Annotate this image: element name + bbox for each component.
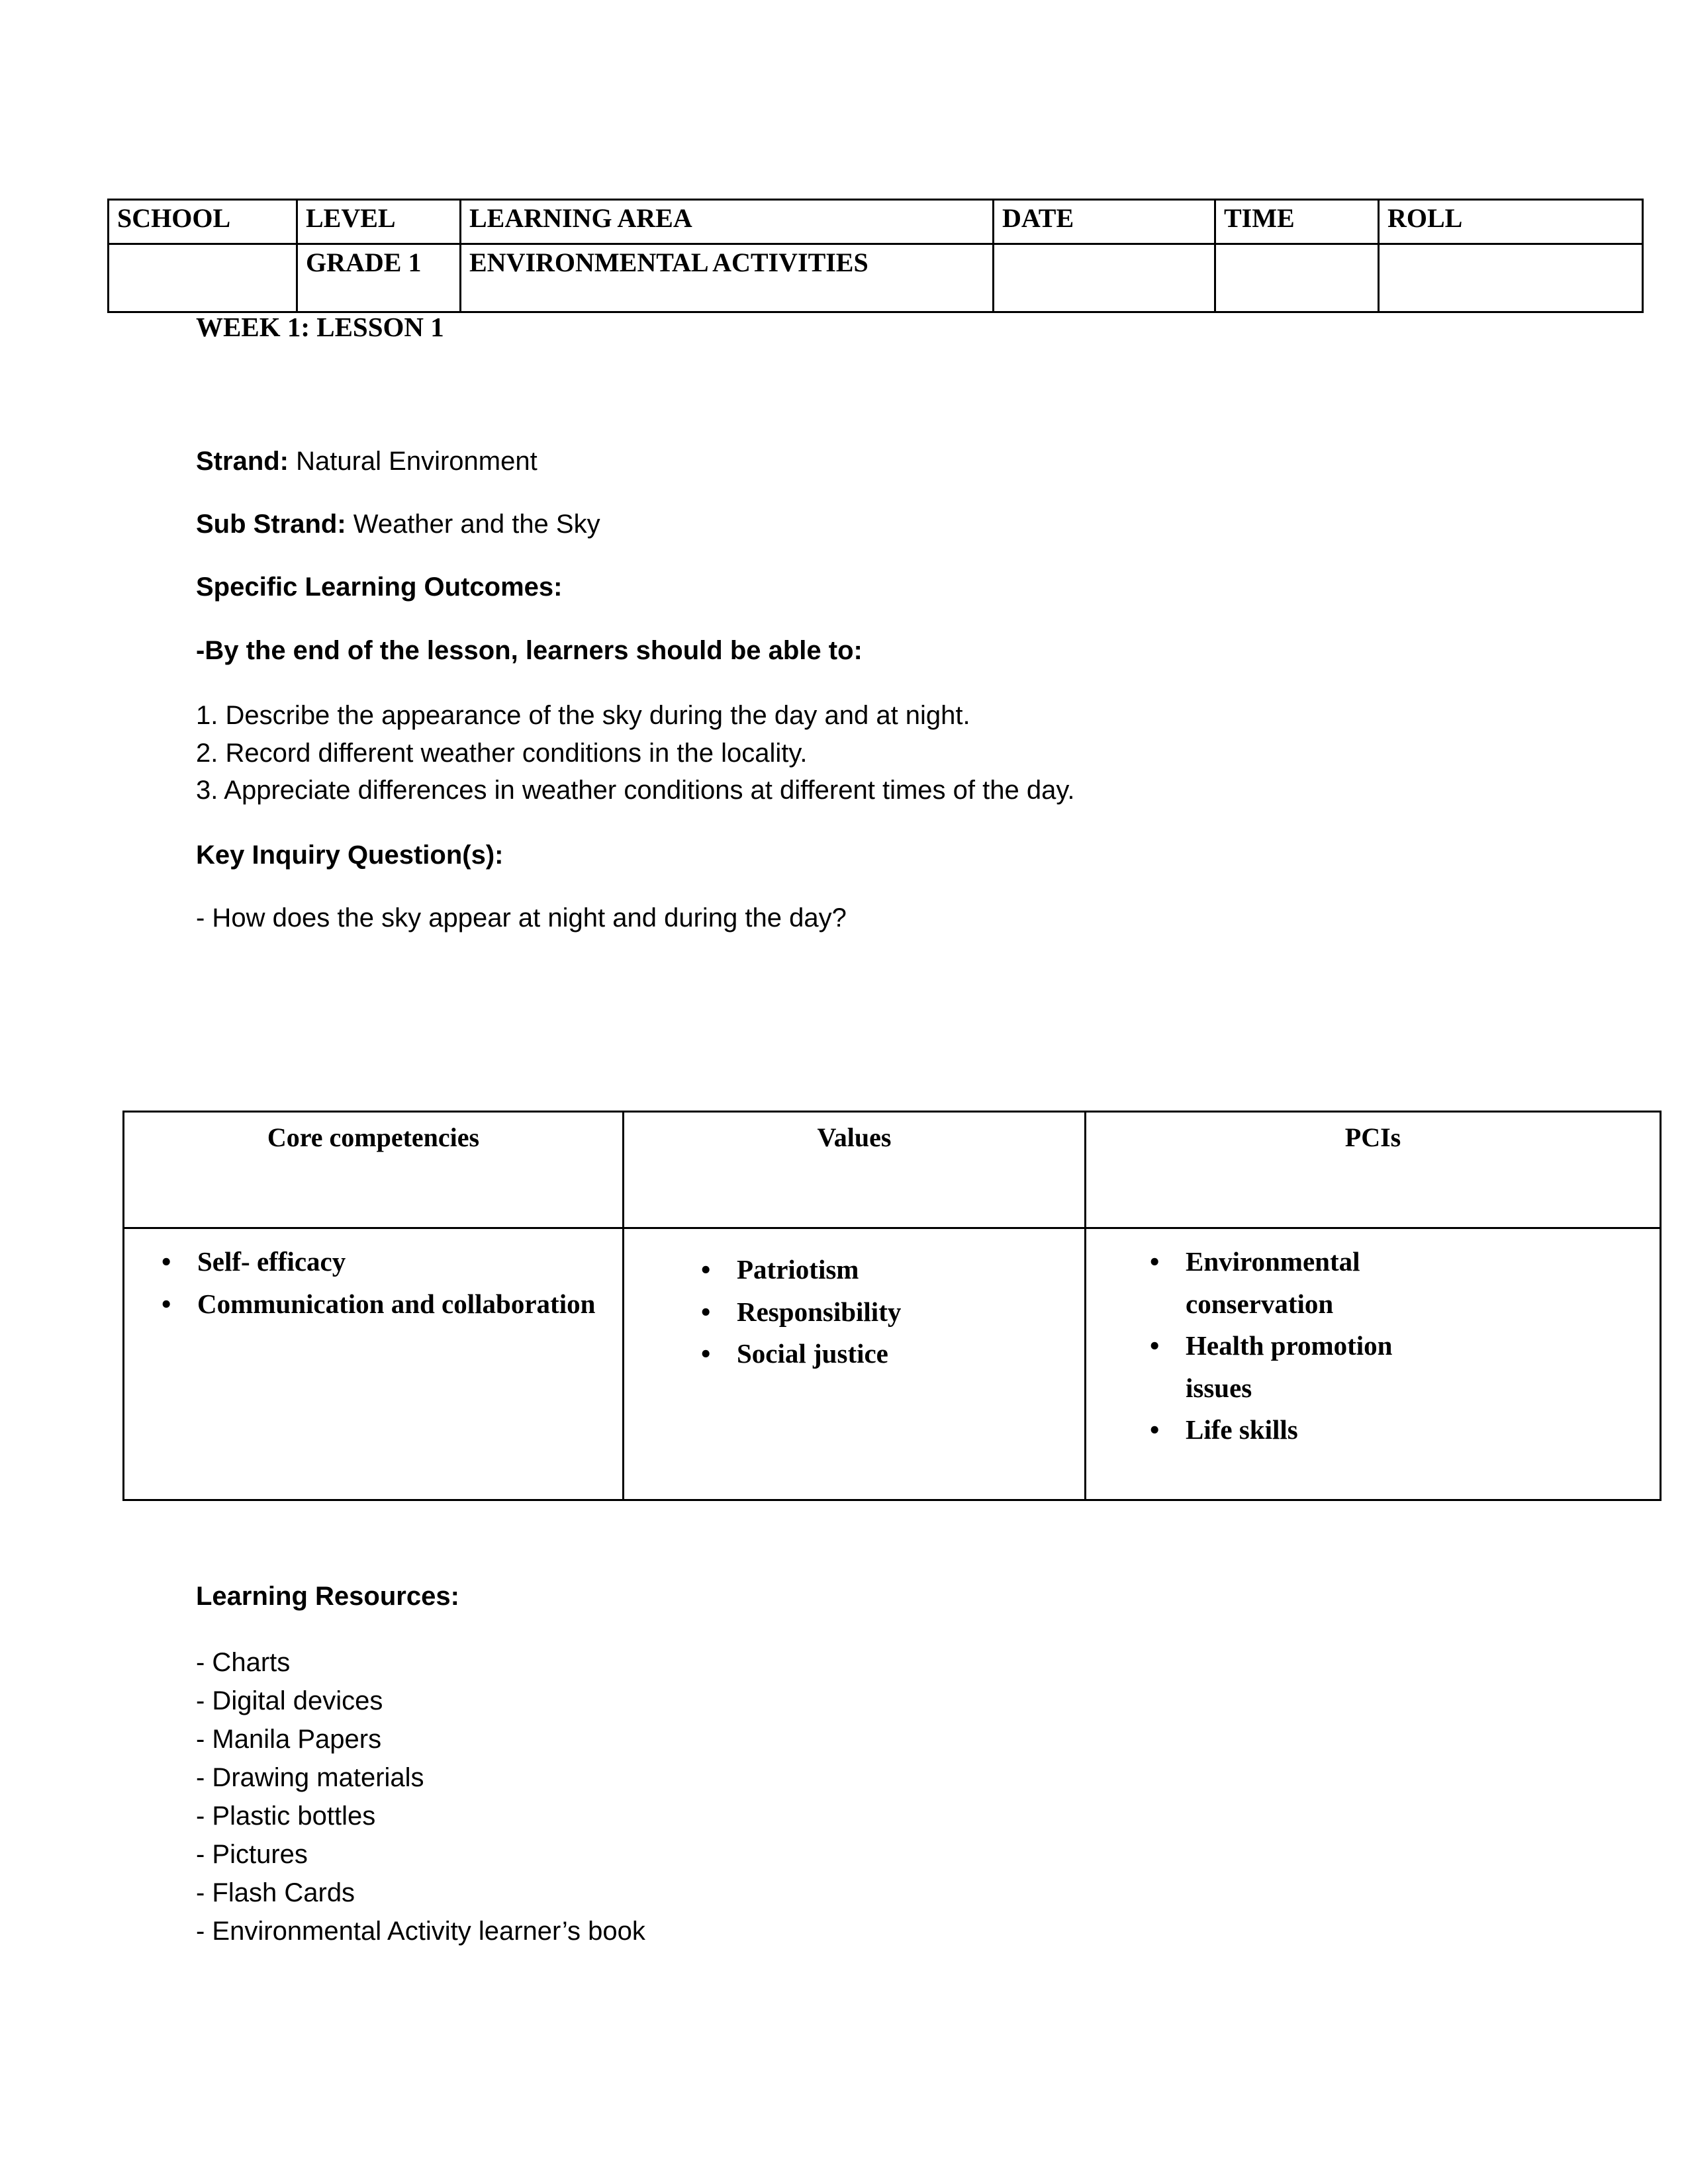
list-item [664,1333,1084,1375]
list-item: - Drawing materials [196,1763,424,1792]
learning-resources-title: Learning Resources: [196,1582,459,1611]
competencies-values-pcis-table [122,1111,1662,1501]
lesson-body [196,445,1553,936]
list-item: - Pictures [196,1840,308,1869]
list-item: - Charts [196,1648,291,1677]
cell-roll[interactable] [1379,244,1643,312]
bullet-icon: • [701,1254,711,1285]
table-row [124,1228,1661,1500]
outcomes-list [196,697,1553,809]
list-item [1113,1409,1464,1451]
learning-resources-list [196,1643,1387,1950]
key-inquiry-heading: Key Inquiry Question(s): [196,841,504,870]
cell-date[interactable] [994,244,1215,312]
list-item: - Manila Papers [196,1725,382,1754]
list-item [1113,1325,1464,1409]
list-item-label: Health promotion issues [1186,1330,1393,1403]
strand-line [196,445,1553,478]
list-item-label: Environmental conservation [1186,1246,1360,1319]
list-item-label: Patriotism [737,1254,859,1285]
strand-label: Strand: [196,447,289,476]
bullet-icon: • [1150,1330,1160,1361]
column-header-level: LEVEL [297,200,461,244]
table-row [109,244,1643,312]
column-header-school: SCHOOL [109,200,297,244]
column-header-roll: ROLL [1379,200,1643,244]
key-inquiry-question: - How does the sky appear at night and during the day? [196,903,847,933]
bullet-icon: • [1150,1246,1160,1277]
strand-value: Natural Environment [289,447,538,476]
sub-strand-line [196,508,1553,541]
cell-values [624,1228,1086,1500]
table-header-row [109,200,1643,244]
bullet-icon: • [701,1296,711,1327]
cell-core-competencies [124,1228,624,1500]
pcis-list [1086,1241,1660,1451]
values-list [624,1249,1084,1375]
column-header-time: TIME [1215,200,1379,244]
outcomes-lead-line: -By the end of the lesson, learners should be able to: [196,635,863,665]
list-item-label: Responsibility [737,1296,902,1327]
list-item [1113,1241,1464,1325]
list-item-label: Social justice [737,1338,888,1369]
week-lesson-label: WEEK 1: LESSON 1 [196,312,444,342]
list-item-label: Communication and collaboration [197,1288,596,1319]
list-item: - Environmental Activity learner’s book [196,1917,645,1946]
learning-resources-section [196,1582,1387,1950]
specific-outcomes-heading: Specific Learning Outcomes: [196,572,563,602]
bullet-icon: • [162,1288,171,1319]
sub-strand-label: Sub Strand: [196,510,346,539]
bullet-icon: • [1150,1414,1160,1445]
outcome-item: 1. Describe the appearance of the sky during the day and at night. [196,700,970,730]
bullet-icon: • [701,1338,711,1369]
column-header-pcis: PCIs [1086,1112,1661,1228]
list-item [664,1249,1084,1291]
list-item: - Flash Cards [196,1878,355,1907]
lesson-info-table [107,199,1644,313]
cell-pcis [1086,1228,1661,1500]
cell-level[interactable]: GRADE 1 [297,244,461,312]
cell-learning-area[interactable]: ENVIRONMENTAL ACTIVITIES [461,244,994,312]
outcome-item: 3. Appreciate differences in weather conditions at different times of the day. [196,776,1075,805]
bullet-icon: • [162,1246,171,1277]
list-item: - Plastic bottles [196,1801,376,1831]
core-competencies-list [124,1241,622,1325]
column-header-learning-area: LEARNING AREA [461,200,994,244]
list-item [124,1283,622,1326]
list-item-label: Self- efficacy [197,1246,346,1277]
sub-strand-value: Weather and the Sky [346,510,600,539]
column-header-values: Values [624,1112,1086,1228]
column-header-core-competencies: Core competencies [124,1112,624,1228]
cell-time[interactable] [1215,244,1379,312]
list-item: - Digital devices [196,1686,383,1715]
column-header-date: DATE [994,200,1215,244]
list-item-label: Life skills [1186,1414,1298,1445]
list-item [664,1291,1084,1334]
table-header-row [124,1112,1661,1228]
cell-school[interactable] [109,244,297,312]
list-item [124,1241,622,1283]
outcome-item: 2. Record different weather conditions in the locality. [196,738,808,768]
